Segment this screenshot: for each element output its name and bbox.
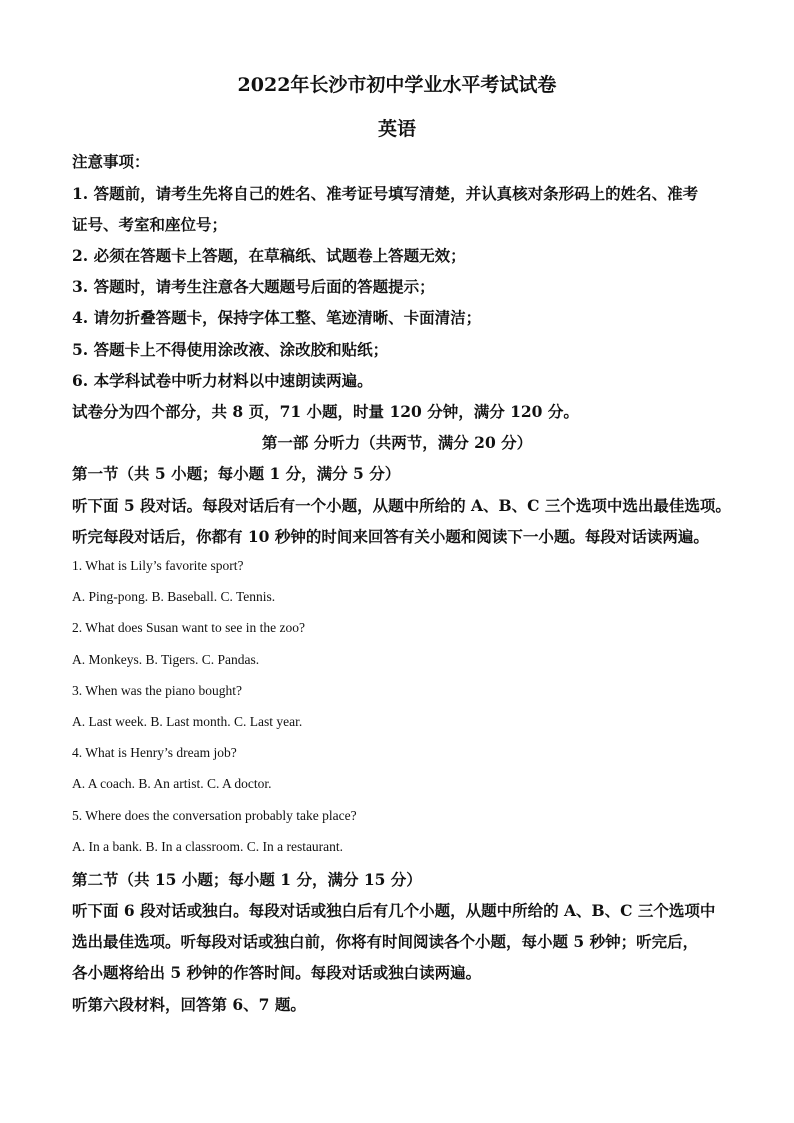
question-options: A. Last week. B. Last month. C. Last year.: [72, 714, 303, 729]
section2-instruction: 听下面 6 段对话或独白。每段对话或独白后有几个小题，从题中所给的 A、B、C 三个选项中: [72, 901, 716, 920]
exam-summary: 试卷分为四个部分，共 8 页，71 小题，时量 120 分钟，满分 120 分。: [72, 402, 579, 421]
notice-heading: 注意事项：: [72, 152, 150, 171]
notice-item: 1. 答题前，请考生先将自己的姓名、准考证号填写清楚，并认真核对条形码上的姓名、准考: [72, 184, 699, 203]
section1-heading: 第一节（共 5 小题；每小题 1 分，满分 5 分）: [72, 464, 401, 483]
question-options: A. Ping-pong. B. Baseball. C. Tennis.: [72, 589, 276, 604]
notice-item: 3. 答题时，请考生注意各大题题号后面的答题提示；: [72, 277, 435, 296]
section2-next: 听第六段材料，回答第 6、7 题。: [72, 995, 306, 1014]
section1-instruction: 听下面 5 段对话。每段对话后有一个小题，从题中所给的 A、B、C 三个选项中选出最佳选项。: [72, 496, 731, 515]
question-text: 5. Where does the conversation probably take place?: [72, 808, 357, 823]
question-text: 2. What does Susan want to see in the zoo?: [72, 620, 305, 635]
section2-heading: 第二节（共 15 小题；每小题 1 分，满分 15 分）: [72, 870, 422, 889]
question-text: 1. What is Lily’s favorite sport?: [72, 558, 244, 573]
section2-instruction: 选出最佳选项。听每段对话或独白前，你将有时间阅读各个小题，每小题 5 秒钟；听完后，: [72, 932, 699, 951]
notice-item: 6. 本学科试卷中听力材料以中速朗读两遍。: [72, 371, 373, 390]
part1-heading: 第一部 分听力（共两节，满分 20 分）: [261, 433, 533, 452]
notice-item: 5. 答题卡上不得使用涂改液、涂改胶和贴纸；: [72, 340, 389, 359]
notice-item: 4. 请勿折叠答题卡，保持字体工整、笔迹清晰、卡面清洁；: [72, 308, 482, 327]
question-options: A. A coach. B. An artist. C. A doctor.: [72, 776, 272, 791]
notice-item: 2. 必须在答题卡上答题，在草稿纸、试题卷上答题无效；: [72, 246, 466, 265]
question-options: A. In a bank. B. In a classroom. C. In a restaurant.: [72, 839, 344, 854]
exam-title: 2022年长沙市初中学业水平考试试卷: [237, 74, 557, 96]
question-text: 3. When was the piano bought?: [72, 683, 242, 698]
question-options: A. Monkeys. B. Tigers. C. Pandas.: [72, 652, 260, 667]
section1-instruction: 听完每段对话后，你都有 10 秒钟的时间来回答有关小题和阅读下一小题。每段对话读两遍。: [72, 527, 709, 546]
section2-instruction: 各小题将给出 5 秒钟的作答时间。每段对话或独白读两遍。: [72, 963, 482, 982]
question-text: 4. What is Henry’s dream job?: [72, 745, 237, 760]
notice-item: 证号、考室和座位号；: [72, 215, 228, 234]
subject-title: 英语: [377, 118, 416, 140]
